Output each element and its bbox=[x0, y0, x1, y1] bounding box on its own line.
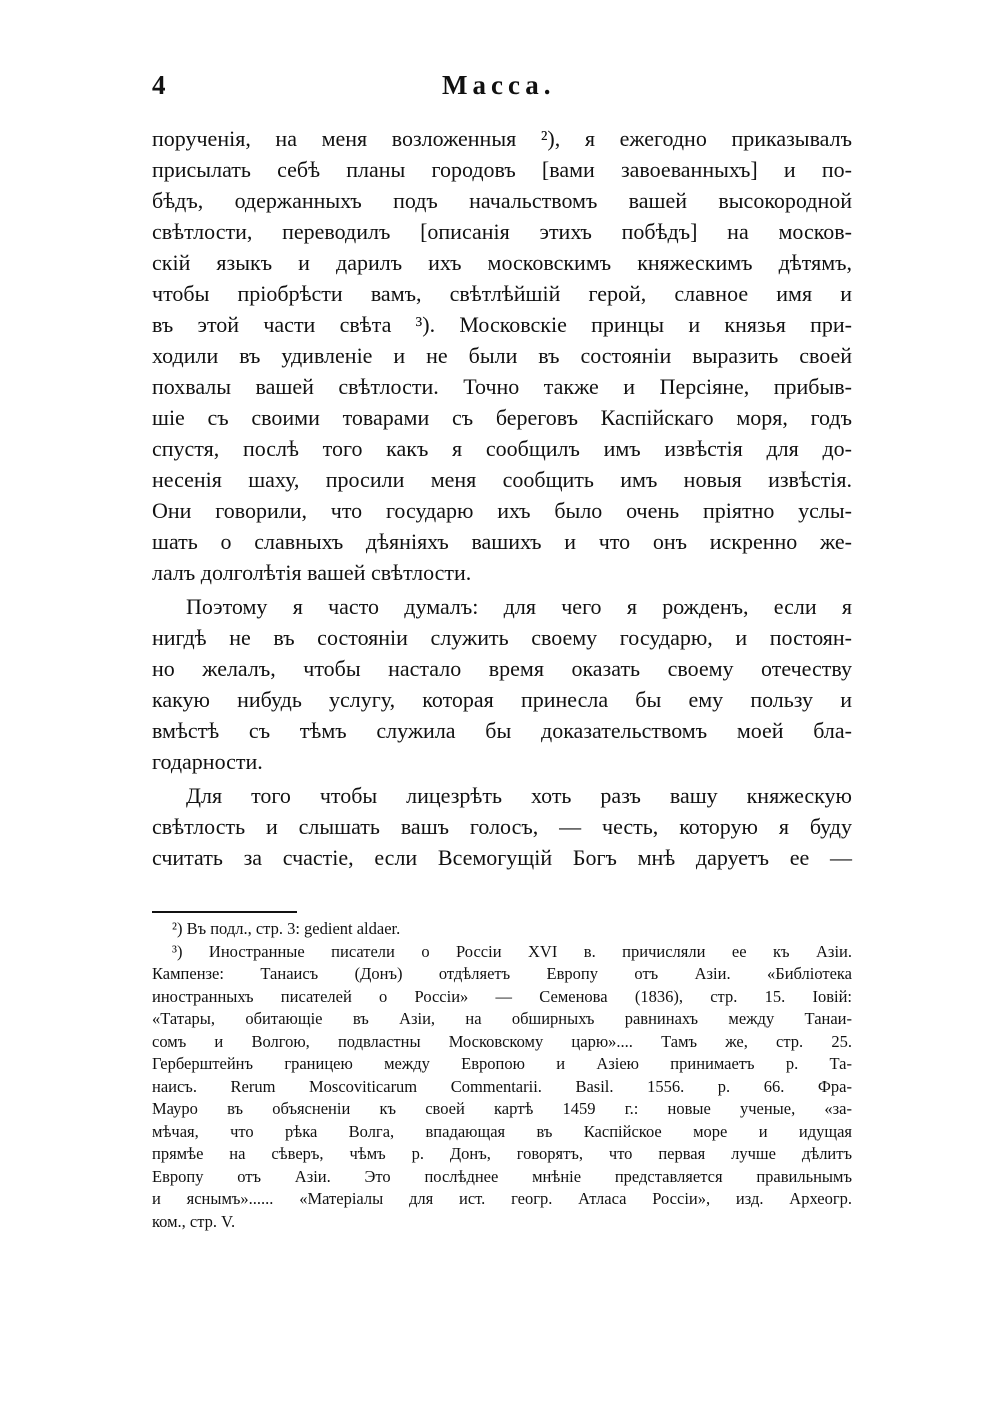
text-line: несенія шаху, просили меня сообщить имъ новыя извѣстія. bbox=[152, 467, 852, 492]
footnote-line: «Татары, обитающіе въ Азіи, на обширныхъ равнинахъ между Танаи- bbox=[152, 1009, 852, 1028]
text-line: въ этой части свѣта ³). Московскіе принцы и князья при- bbox=[152, 312, 852, 337]
paragraph-1 bbox=[152, 123, 852, 588]
text-line: годарности. bbox=[152, 749, 263, 774]
footnote-line: Кампензе: Танаисъ (Донъ) отдѣляетъ Европу отъ Азіи. «Библіотека bbox=[152, 964, 852, 983]
footnote-divider bbox=[152, 911, 297, 913]
text-line: Они говорили, что государю ихъ было очень пріятно услы- bbox=[152, 498, 852, 523]
main-text bbox=[152, 123, 852, 873]
footnote-line: ком., стр. V. bbox=[152, 1211, 236, 1231]
text-line: похвалы вашей свѣтлости. Точно также и Персіяне, прибыв- bbox=[152, 374, 852, 399]
footnotes bbox=[152, 918, 852, 1233]
page-number: 4 bbox=[152, 70, 166, 100]
text-line: свѣтлости, переводилъ [описанія этихъ побѣдъ] на москов- bbox=[152, 219, 852, 244]
page-header bbox=[152, 70, 852, 110]
footnote-line: наисъ. Rerum Moscoviticarum Commentarii. Basil. 1556. p. 66. Фра- bbox=[152, 1076, 852, 1096]
text-line: свѣтлость и слышать вашъ голосъ, — честь, которую я буду bbox=[152, 814, 852, 839]
text-line: нигдѣ не въ состояніи служить своему государю, и постоян- bbox=[152, 625, 852, 650]
text-line: порученія, на меня возложенныя ²), я ежегодно приказывалъ bbox=[152, 126, 852, 151]
text-line: чтобы пріобрѣсти вамъ, свѣтлѣйшій герой, славное имя и bbox=[152, 281, 852, 306]
running-title: Масса. bbox=[442, 70, 556, 100]
footnote-2 bbox=[152, 918, 852, 941]
text-line: Поэтому я часто думалъ: для чего я рожденъ, если я bbox=[186, 594, 852, 619]
paragraph-3 bbox=[152, 780, 852, 873]
footnote-line: иностранныхъ писателей о Россіи» — Семенова (1836), стр. 15. Іовій: bbox=[152, 986, 852, 1006]
footnote-line: ³) Иностранные писатели о Россіи XVI в. причисляли ее къ Азіи. bbox=[172, 941, 852, 961]
text-line: лалъ долголѣтія вашей свѣтлости. bbox=[152, 560, 472, 585]
footnote-line: мѣчая, что рѣка Волга, впадающая въ Каспійское море и идущая bbox=[152, 1121, 852, 1141]
text-line: но желалъ, чтобы настало время оказать своему отечеству bbox=[152, 656, 852, 681]
footnote-line: прямѣе на сѣверъ, чѣмъ р. Донъ, говорятъ, что первая лучше дѣлитъ bbox=[152, 1144, 852, 1163]
footnote-line: ²) Въ подл., стр. 3: gedient aldaer. bbox=[172, 919, 401, 938]
footnote-line: сомъ и Волгою, подвластны Московскому царю».... Тамъ же, стр. 25. bbox=[152, 1031, 852, 1051]
paragraph-2 bbox=[152, 591, 852, 777]
text-line: какую нибудь услугу, которая принесла бы ему пользу и bbox=[152, 687, 852, 712]
text-line: присылать себѣ планы городовъ [вами завоеванныхъ] и по- bbox=[152, 157, 852, 182]
text-line: спустя, послѣ того какъ я сообщилъ имъ извѣстія для до- bbox=[152, 436, 852, 461]
footnote-3 bbox=[152, 941, 852, 1234]
text-line: шіе съ своими товарами съ береговъ Каспійскаго моря, годъ bbox=[152, 405, 852, 430]
footnote-line: Герберштейнъ границею между Европою и Азіею принимаетъ р. Та- bbox=[152, 1054, 852, 1073]
text-line: Для того чтобы лицезрѣть хоть разъ вашу княжескую bbox=[186, 783, 852, 808]
footnote-line: Европу отъ Азіи. Это послѣднее мнѣніе представляется правильнымъ bbox=[152, 1166, 852, 1186]
text-line: скій языкъ и дарилъ ихъ московскимъ княжескимъ дѣтямъ, bbox=[152, 250, 852, 275]
text-line: вмѣстѣ съ тѣмъ служила бы доказательствомъ моей бла- bbox=[152, 718, 852, 743]
text-line: бѣдъ, одержанныхъ подъ начальствомъ вашей высокородной bbox=[152, 188, 852, 213]
text-line: ходили въ удивленіе и не были въ состояніи выразить своей bbox=[152, 343, 852, 368]
footnote-line: Мауро въ объясненіи къ своей картѣ 1459 г.: новые ученые, «за- bbox=[152, 1099, 852, 1118]
footnote-line: и яснымъ»...... «Матеріалы для ист. геогр. Атласа Россіи», изд. Археогр. bbox=[152, 1189, 852, 1208]
text-line: считать за счастіе, если Всемогущій Богъ мнѣ даруетъ ее — bbox=[152, 845, 852, 870]
text-line: шать о славныхъ дѣяніяхъ вашихъ и что онъ искренно же- bbox=[152, 529, 852, 554]
